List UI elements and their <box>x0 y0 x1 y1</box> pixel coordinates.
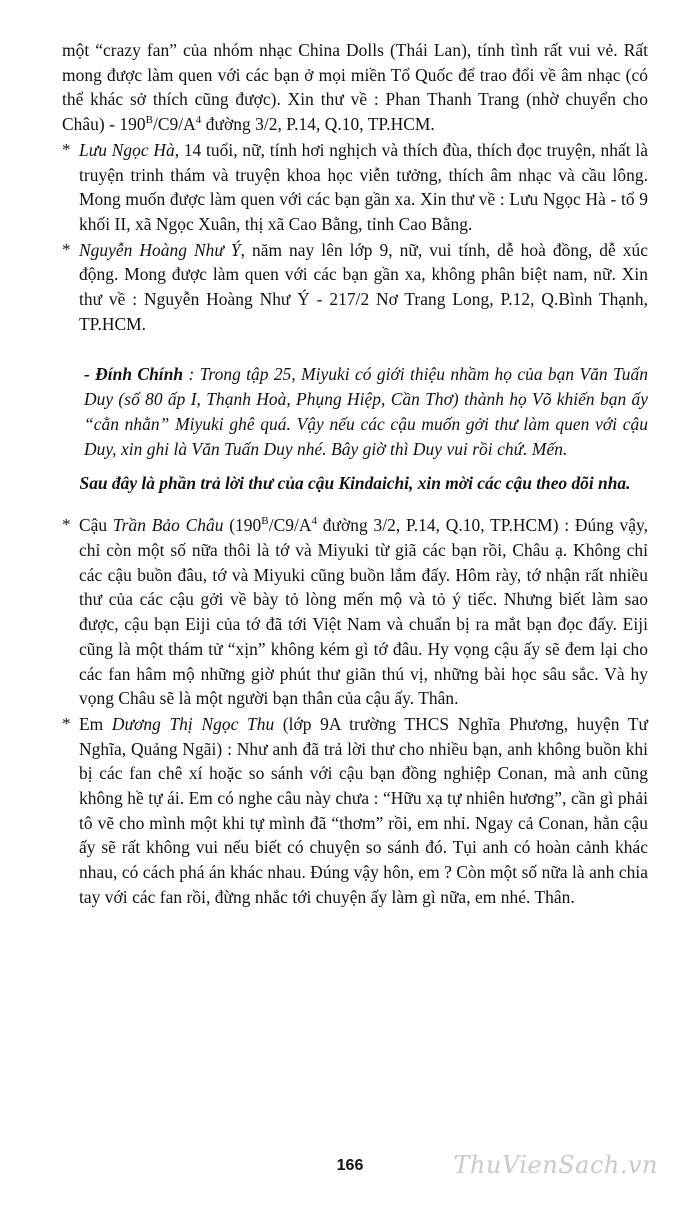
answer-recipient-name: Dương Thị Ngọc Thu <box>111 713 275 734</box>
answer-address-open: (lớp 9A trường THCS Nghĩa Phương, huyện Tư Nghĩa, Quảng Ngãi) : <box>79 713 648 759</box>
correction-block <box>62 362 648 461</box>
bullet-star-icon: * <box>62 515 71 535</box>
list-item <box>62 138 648 237</box>
reader-name: Nguyễn Hoàng Như Ý <box>79 239 241 260</box>
section-intro-line: Sau đây là phần trả lời thư của cậu Kindaichi, xin mời các cậu theo dõi nha. <box>79 473 631 494</box>
reader-description: , 14 tuổi, nữ, tính hơi nghịch và thích đùa, thích đọc truyện, nhất là truyện trinh thám và truyện khoa học viễn tưởng, thích âm nhạc và cầu lông. Mong muốn được làm quen với các bạn gần xa. Xin thư về : Lưu Ngọc Hà - tổ 9 khối II, xã Ngọc Xuân, thị xã Cao Bằng, tỉnh Cao Bằng. <box>79 139 648 234</box>
answer-address-mid: /C9/A <box>268 515 312 536</box>
answer-recipient-name: Trần Bảo Châu <box>112 515 224 536</box>
watermark: ThuVienSach.vn <box>453 1151 658 1179</box>
bullet-star-icon: * <box>62 713 71 733</box>
answer-item <box>62 712 648 910</box>
answer-address-open: (190 <box>223 515 262 536</box>
superscript-b: B <box>261 515 269 528</box>
reader-name: Lưu Ngọc Hà <box>79 139 175 160</box>
superscript-4: 4 <box>195 114 202 127</box>
correction-text: : Trong tập 25, Miyuki có giới thiệu nhầm họ của bạn Văn Tuấn Duy (số 80 ấp I, Thạnh Hoà, Phụng Hiệp, Cần Thơ) thành họ Võ khiến bạn ấy “cằn nhằn” Miyuki ghê quá. Vậy nếu các cậu muốn gởi thư làm quen với cậu Duy, xin ghi là Văn Tuấn Duy nhé. Bây giờ thì Duy vui rồi chứ. Mến. <box>84 364 648 459</box>
paragraph-continued <box>62 38 648 137</box>
page-number: 166 <box>336 1157 364 1174</box>
bullet-star-icon: * <box>62 239 71 259</box>
correction-paragraph <box>84 362 648 461</box>
paragraph-continued-end: đường 3/2, P.14, Q.10, TP.HCM. <box>201 114 435 135</box>
list-item <box>62 238 648 337</box>
paragraph-continued-text: một “crazy fan” của nhóm nhạc China Dolls (Thái Lan), tính tình rất vui vẻ. Rất mong được làm quen với các bạn ở mọi miền Tổ Quốc để trao đổi về âm nhạc (có thể khác sở thích cũng được). Xin thư về : Phan Thanh Trang (nhờ chuyển cho Châu) - 190 <box>62 40 648 135</box>
paragraph-continued-mid: /C9/A <box>153 114 196 135</box>
superscript-b: B <box>145 114 154 127</box>
answer-prefix: Em <box>79 713 112 734</box>
page-footer <box>0 1151 700 1197</box>
answer-item <box>62 513 648 711</box>
correction-label: - Đính Chính <box>84 364 184 385</box>
answer-body: Đúng vậy, chỉ còn một số nữa thôi là tớ và Miyuki từ giã các bạn rồi, Châu ạ. Không chỉ các cậu buồn đâu, tớ và Miyuki cũng buồn lắm đấy. Hôm rày, tớ nhận rất nhiều thư của các cậu gởi về bày tỏ lòng mến mộ và tỏ ý tiếc. Nhưng biết làm sao được, cậu bạn Eiji của tớ đã tới Việt Nam và chuẩn bị ra mắt bạn đọc đấy. Eiji cũng là một thám tử “xịn” không kém gì tớ đâu. Hy vọng cậu ấy sẽ đem lại cho các fan hâm mộ những giờ phút thư giãn thú vị, những bài học sâu sắc. Và hy vọng Châu sẽ là một người bạn thân của cậu ấy. Thân. <box>79 515 648 709</box>
answer-body: Như anh đã trả lời thư cho nhiều bạn, anh không buồn khi bị các fan chê xí hoặc so sánh với cậu bạn đồng nghiệp Conan, mà anh cũng không hề tự ái. Em có nghe câu này chưa : “Hữu xạ tự nhiên hương”, cần gì phải tô vẽ cho mình một khi tự mình đã “thơm” rồi, em nhỉ. Ngay cả Conan, hẳn cậu ấy sẽ rất không vui nếu biết có chuyện so sánh đó. Tụi anh có hoàn cảnh khác nhau, có cách phá án khác nhau. Đúng vậy hôn, em ? Còn một số nữa là anh chia tay với các fan rồi, đừng nhắc tới chuyện ấy làm gì nữa, em nhé. Thân. <box>79 738 649 907</box>
answer-address-end: đường 3/2, P.14, Q.10, TP.HCM) : <box>317 515 570 536</box>
superscript-4: 4 <box>311 515 318 528</box>
reader-description: , năm nay lên lớp 9, nữ, vui tính, dễ hoà đồng, dễ xúc động. Mong được làm quen với các bạn gần xa, không phân biệt nam, nữ. Xin thư về : Nguyễn Hoàng Như Ý - 217/2 Nơ Trang Long, P.12, Q.Bình Thạnh, TP.HCM. <box>79 239 648 334</box>
answer-prefix: Cậu <box>79 515 113 536</box>
bullet-star-icon: * <box>62 139 71 159</box>
